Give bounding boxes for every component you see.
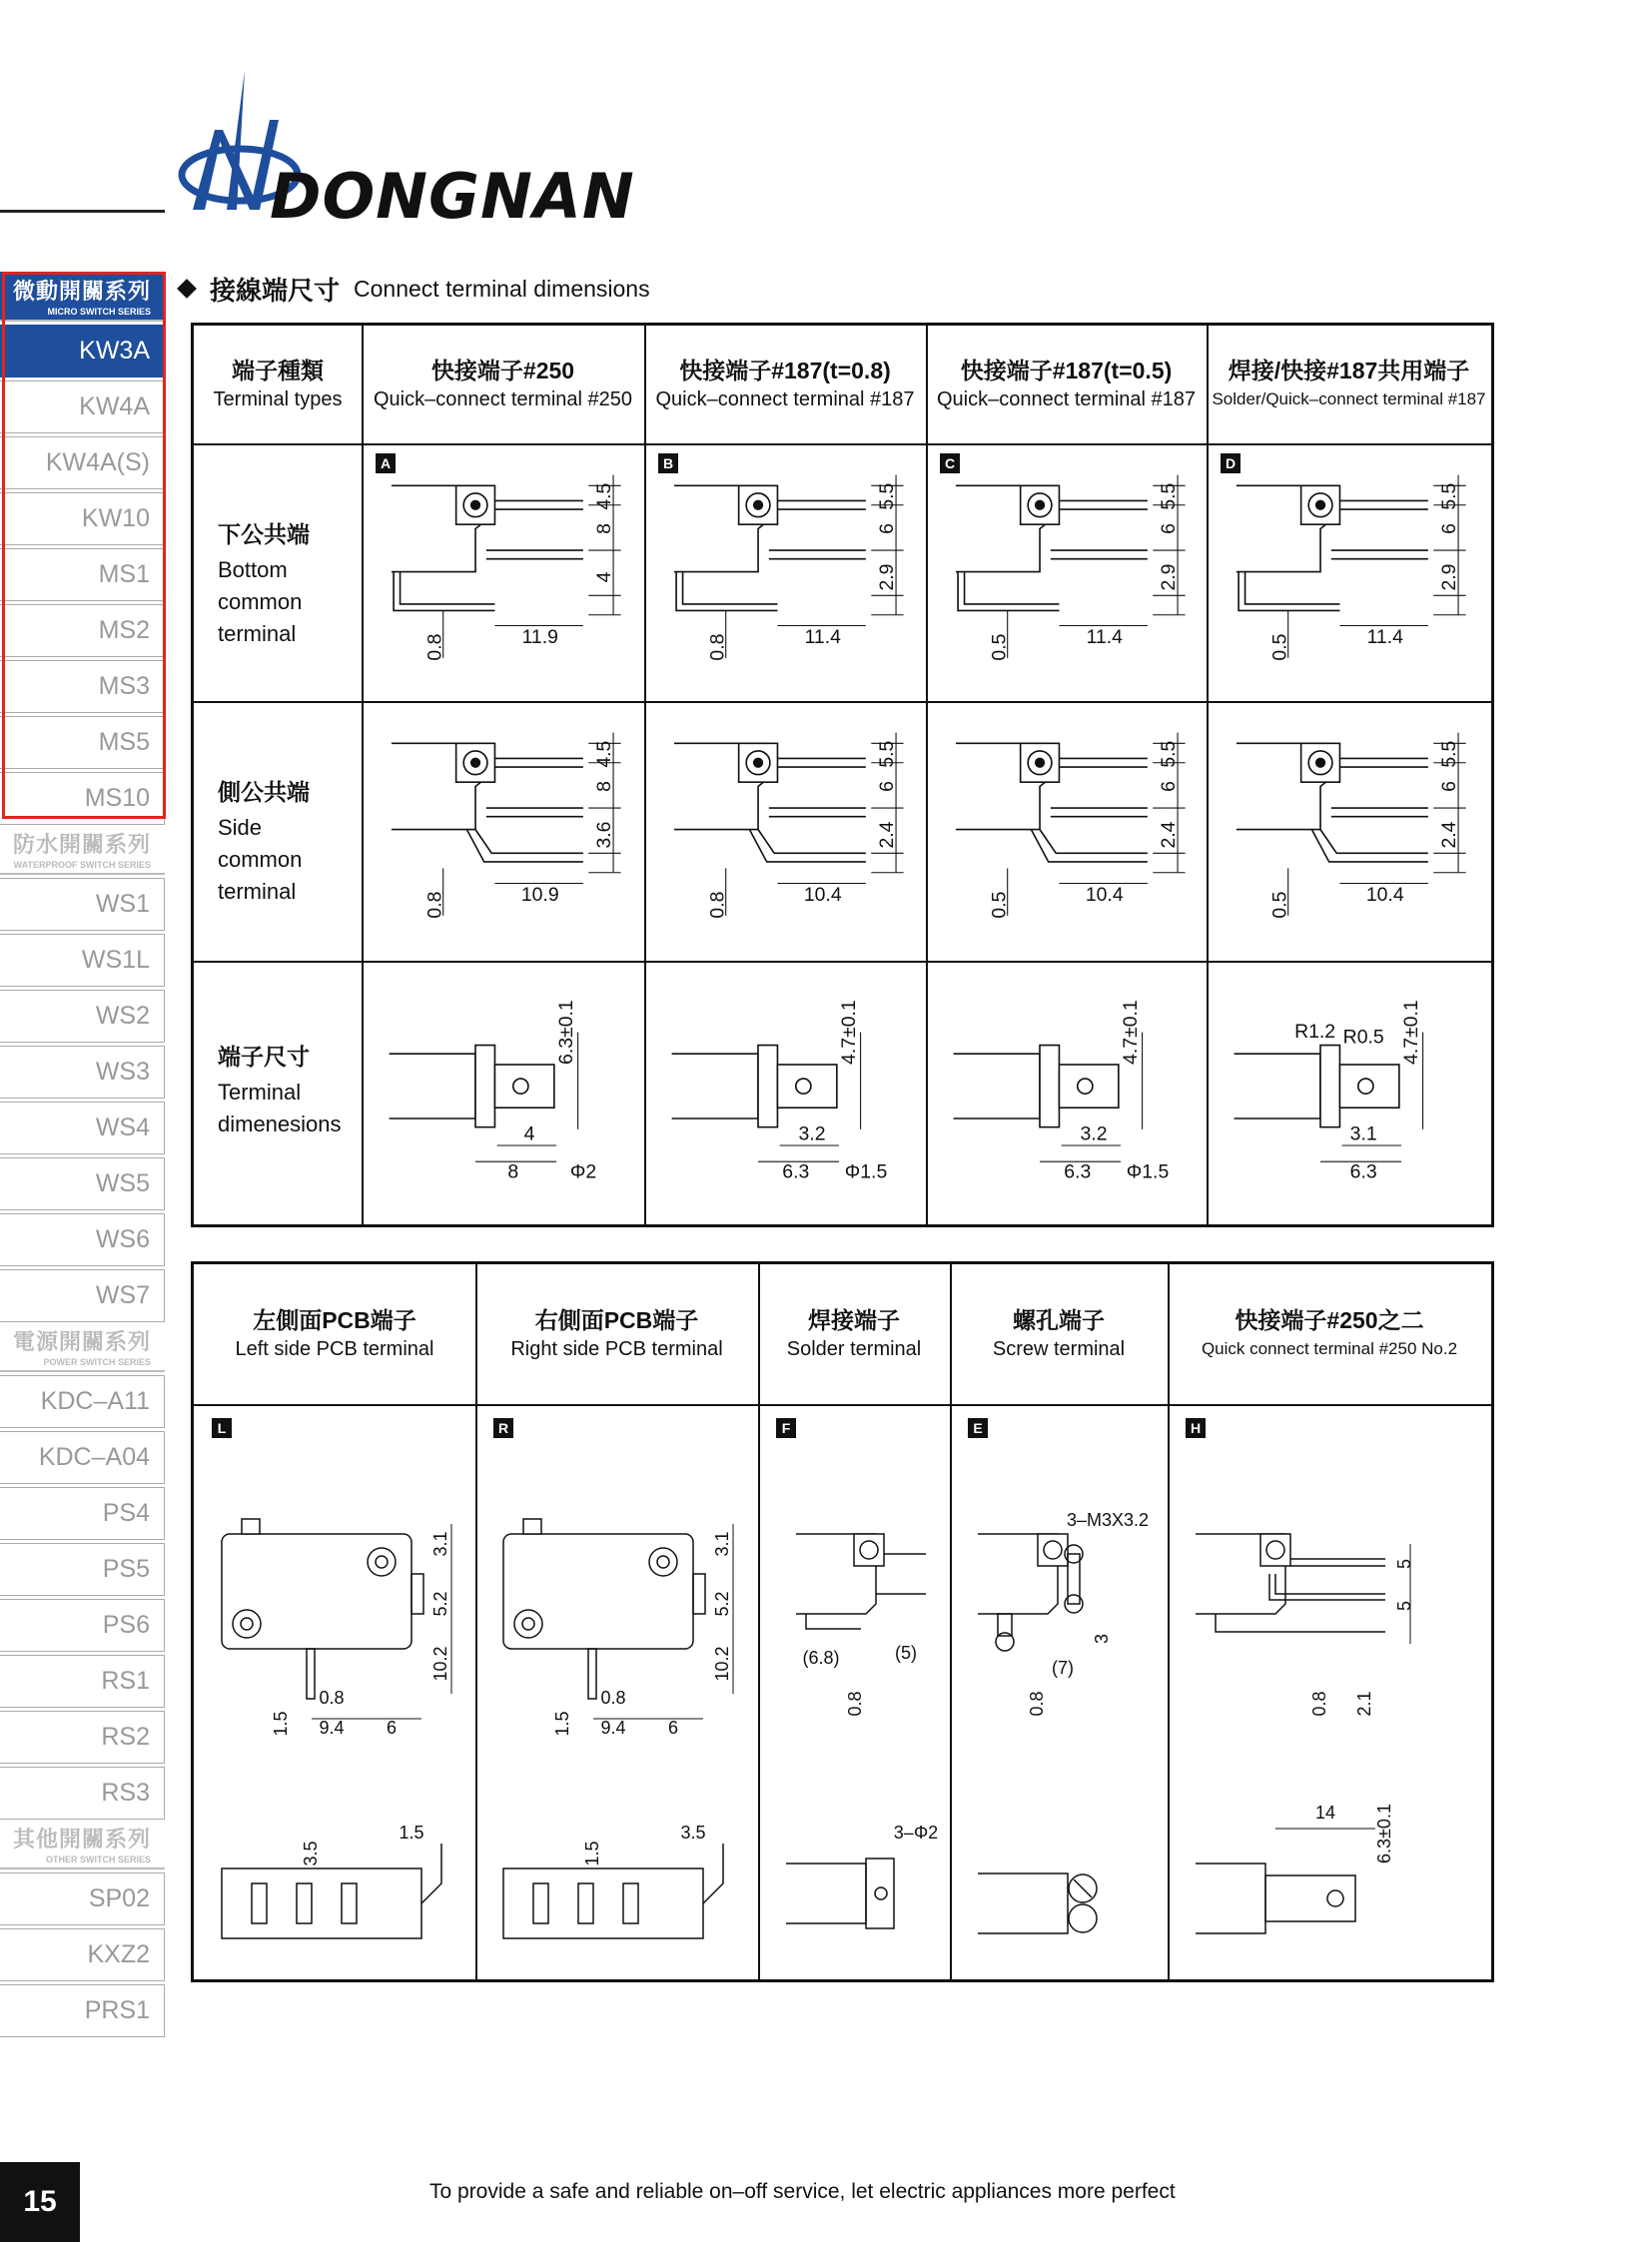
sidebar-item-kxz2[interactable]: KXZ2 bbox=[0, 1928, 165, 1981]
drawing-badge: C bbox=[940, 453, 960, 473]
dim-label: 3.1 bbox=[712, 1531, 732, 1557]
row-label-zh: 下公共端 bbox=[218, 521, 310, 547]
terminal-variant-drawing bbox=[202, 1414, 469, 1973]
brand-logo bbox=[175, 60, 644, 233]
sidebar-item-kdca11[interactable]: KDC–A11 bbox=[0, 1375, 165, 1428]
dim-label: 3–M3X3.2 bbox=[1066, 1510, 1150, 1530]
dim-label: 0.8 bbox=[319, 1688, 345, 1708]
series-sidebar bbox=[0, 272, 165, 2037]
row-label-en: Side bbox=[218, 815, 263, 840]
drawing-badge: F bbox=[776, 1418, 796, 1438]
sidebar-item-kw3a[interactable]: KW3A bbox=[0, 325, 165, 377]
dim-label: 3.2 bbox=[798, 1122, 826, 1145]
terminal-drawing bbox=[392, 485, 583, 610]
dim-label: 6 bbox=[1437, 781, 1460, 792]
dim-label: 0.5 bbox=[1268, 891, 1291, 919]
column-header bbox=[758, 1264, 950, 1404]
dim-label: 4.7±0.1 bbox=[1400, 1000, 1423, 1065]
dim-label: 2.9 bbox=[1437, 563, 1460, 591]
dim-label: 11.9 bbox=[521, 625, 558, 648]
bottom-terminal-drawing bbox=[932, 453, 1202, 701]
terminal-types-table bbox=[191, 323, 1494, 1227]
sidebar-item-sp02[interactable]: SP02 bbox=[0, 1872, 165, 1925]
dim-label: 10.4 bbox=[1365, 883, 1404, 906]
dim-label: 6 bbox=[875, 781, 898, 792]
dim-label: 0.5 bbox=[1268, 633, 1291, 661]
series-group-subtitle: OTHER SWITCH SERIES bbox=[45, 1855, 151, 1865]
dim-label: 5.5 bbox=[875, 482, 898, 510]
dim-label: 2.4 bbox=[1157, 821, 1180, 849]
dim-label: 3.2 bbox=[1080, 1122, 1108, 1145]
row-label-zh: 側公共端 bbox=[218, 779, 310, 805]
column-header-en: Left side PCB terminal bbox=[235, 1338, 434, 1360]
dim-label: 1.5 bbox=[271, 1711, 291, 1737]
page-number: 15 bbox=[0, 2162, 80, 2242]
column-header bbox=[950, 1264, 1168, 1404]
dim-label: 5.2 bbox=[712, 1591, 732, 1617]
dim-label: 0.8 bbox=[1309, 1691, 1329, 1717]
dim-label: Φ2 bbox=[569, 1160, 597, 1183]
bottom-terminal-drawing bbox=[1213, 453, 1482, 701]
dim-label: 6.3 bbox=[782, 1160, 810, 1183]
dim-label: 0.8 bbox=[845, 1691, 865, 1717]
sidebar-item-ms3[interactable]: MS3 bbox=[0, 660, 165, 713]
dim-label: 10.4 bbox=[803, 883, 842, 906]
brand-wordmark: DONGNAN bbox=[270, 160, 635, 233]
row-label-zh: 端子尺寸 bbox=[218, 1044, 310, 1070]
sidebar-item-ms5[interactable]: MS5 bbox=[0, 716, 165, 769]
column-header-en: Quick connect terminal #250 No.2 bbox=[1201, 1339, 1458, 1358]
column-header-zh: 快接端子#187(t=0.8) bbox=[679, 358, 891, 383]
dim-label: 2.9 bbox=[875, 563, 898, 591]
dim-label: 6 bbox=[1157, 781, 1180, 792]
column-header bbox=[1168, 1264, 1491, 1404]
dim-label: 1.5 bbox=[582, 1841, 602, 1867]
row-label bbox=[218, 776, 310, 908]
dim-label: 0.8 bbox=[600, 1688, 626, 1708]
terminal-types-header bbox=[194, 326, 362, 443]
dim-label: 5.5 bbox=[1157, 740, 1180, 768]
dim-label: 5.5 bbox=[1437, 740, 1460, 768]
section-title-en: Connect terminal dimensions bbox=[354, 275, 650, 302]
column-header-en: Right side PCB terminal bbox=[510, 1338, 723, 1360]
column-header-zh: 螺孔端子 bbox=[1013, 1307, 1105, 1333]
dim-label: 4.5 bbox=[592, 482, 615, 510]
column-header bbox=[194, 1264, 475, 1404]
dim-label: 3.1 bbox=[430, 1531, 450, 1557]
dim-label: 0.5 bbox=[988, 891, 1011, 919]
column-header bbox=[1207, 326, 1491, 443]
drawing-badge: E bbox=[968, 1418, 988, 1438]
sidebar-item-ws5[interactable]: WS5 bbox=[0, 1157, 165, 1210]
row-label bbox=[218, 1041, 342, 1140]
terminal-dimension-drawing bbox=[1213, 967, 1482, 1216]
series-group-subtitle: MICRO SWITCH SERIES bbox=[47, 307, 151, 317]
dim-label: 3 bbox=[1092, 1633, 1112, 1645]
table-divider bbox=[644, 326, 646, 1224]
dim-label: 4.5 bbox=[592, 740, 615, 768]
terminal-drawing bbox=[1237, 743, 1428, 862]
dim-label: 3–Φ2 bbox=[893, 1823, 939, 1843]
table-divider bbox=[194, 701, 1491, 703]
series-group-header bbox=[0, 825, 165, 875]
dim-label: 6 bbox=[875, 523, 898, 534]
sidebar-item-ws1l[interactable]: WS1L bbox=[0, 934, 165, 987]
column-header-zh: 左側面PCB端子 bbox=[253, 1307, 416, 1333]
dim-label: 8 bbox=[592, 781, 615, 792]
sidebar-item-rs1[interactable]: RS1 bbox=[0, 1655, 165, 1708]
dim-label: 8 bbox=[592, 523, 615, 534]
series-group-title: 防水開關系列 bbox=[12, 832, 151, 857]
dim-label: 0.8 bbox=[706, 633, 729, 661]
column-header bbox=[926, 326, 1207, 443]
dim-label: 5.5 bbox=[1157, 482, 1180, 510]
dim-label: 11.4 bbox=[1086, 625, 1123, 648]
drawing-badge: B bbox=[658, 453, 678, 473]
dim-label: 2.9 bbox=[1157, 563, 1180, 591]
dim-label: 4 bbox=[592, 571, 615, 583]
series-group-header bbox=[0, 272, 165, 322]
sidebar-item-prs1[interactable]: PRS1 bbox=[0, 1984, 165, 2037]
column-header-zh: 快接端子#250 bbox=[430, 358, 575, 383]
dim-label: 3.5 bbox=[301, 1841, 321, 1867]
dim-label: 2.1 bbox=[1354, 1691, 1374, 1717]
dim-label: 0.8 bbox=[423, 891, 446, 919]
series-group-subtitle: WATERPROOF SWITCH SERIES bbox=[13, 860, 151, 870]
dim-label: 6 bbox=[1157, 523, 1180, 534]
drawing-badge: D bbox=[1221, 453, 1240, 473]
series-group-header bbox=[0, 1322, 165, 1372]
column-header-en: Solder terminal bbox=[786, 1338, 922, 1360]
sidebar-item-kw4as[interactable]: KW4A(S) bbox=[0, 436, 165, 489]
sidebar-item-ws3[interactable]: WS3 bbox=[0, 1046, 165, 1099]
column-header bbox=[475, 1264, 758, 1404]
dim-label: R1.2 bbox=[1294, 1021, 1336, 1043]
sidebar-item-kw4a[interactable]: KW4A bbox=[0, 380, 165, 433]
sidebar-item-ws6[interactable]: WS6 bbox=[0, 1213, 165, 1266]
sidebar-item-ws4[interactable]: WS4 bbox=[0, 1102, 165, 1154]
drawing-badge: A bbox=[376, 453, 396, 473]
terminal-dimension-drawing bbox=[932, 967, 1202, 1216]
sidebar-item-ws7[interactable]: WS7 bbox=[0, 1269, 165, 1322]
sidebar-item-ms1[interactable]: MS1 bbox=[0, 548, 165, 601]
terminal-drawing bbox=[674, 485, 866, 610]
terminal-drawing bbox=[1237, 485, 1428, 610]
row-label-en: Bottom bbox=[218, 557, 288, 582]
table-divider bbox=[362, 326, 364, 1224]
dim-label: 3.1 bbox=[1349, 1122, 1377, 1145]
column-header-zh: 右側面PCB端子 bbox=[534, 1307, 699, 1333]
sidebar-item-ps5[interactable]: PS5 bbox=[0, 1543, 165, 1596]
row-label-en: dimenesions bbox=[218, 1112, 342, 1136]
column-header-zh: 焊接/快接#187共用端子 bbox=[1228, 358, 1470, 383]
table-divider bbox=[194, 961, 1491, 963]
dim-label: 6.3±0.1 bbox=[555, 1000, 578, 1065]
side-terminal-drawing bbox=[650, 711, 920, 959]
series-group-title: 電源開關系列 bbox=[12, 1329, 151, 1354]
dim-label: 0.8 bbox=[706, 891, 729, 919]
column-header-en: Quick–connect terminal #187 bbox=[936, 388, 1197, 410]
header-en: Terminal types bbox=[213, 388, 343, 410]
header-zh: 端子種類 bbox=[232, 358, 324, 383]
sidebar-item-ps4[interactable]: PS4 bbox=[0, 1487, 165, 1540]
column-header bbox=[362, 326, 644, 443]
series-group-subtitle: POWER SWITCH SERIES bbox=[43, 1357, 151, 1367]
column-header-en: Solder/Quick–connect terminal #187 bbox=[1212, 389, 1486, 408]
column-header-zh: 焊接端子 bbox=[808, 1307, 900, 1333]
terminal-variant-drawing bbox=[1176, 1414, 1485, 1973]
dim-label: R0.5 bbox=[1342, 1026, 1384, 1049]
sidebar-item-ws2[interactable]: WS2 bbox=[0, 990, 165, 1043]
sidebar-item-ws1[interactable]: WS1 bbox=[0, 878, 165, 931]
dim-label: 0.8 bbox=[423, 633, 446, 661]
dim-label: 10.4 bbox=[1085, 883, 1124, 906]
dim-label: 0.5 bbox=[988, 633, 1011, 661]
sidebar-item-ms2[interactable]: MS2 bbox=[0, 604, 165, 657]
dim-label: 5.2 bbox=[430, 1591, 450, 1617]
diamond-bullet-icon bbox=[177, 279, 197, 299]
dim-label: 14 bbox=[1314, 1803, 1336, 1823]
terminal-variant-drawing bbox=[483, 1414, 752, 1973]
dim-label: 4.7±0.1 bbox=[838, 1000, 861, 1065]
dim-label: 3.5 bbox=[680, 1823, 706, 1843]
dim-label: 6 bbox=[386, 1718, 398, 1738]
sidebar-item-kw10[interactable]: KW10 bbox=[0, 492, 165, 545]
column-header-en: Quick–connect terminal #187 bbox=[655, 388, 915, 410]
dim-label: 4.7±0.1 bbox=[1120, 1000, 1143, 1065]
terminal-dimension-drawing bbox=[368, 967, 637, 1216]
terminal-variants-table bbox=[191, 1261, 1494, 1982]
dim-label: (6.8) bbox=[802, 1648, 840, 1668]
drawing-badge: H bbox=[1186, 1418, 1206, 1438]
series-group-title: 其他開關系列 bbox=[12, 1827, 151, 1852]
row-label-en: common bbox=[218, 589, 303, 614]
dim-label: 5 bbox=[1394, 1600, 1414, 1612]
bottom-terminal-drawing bbox=[650, 453, 920, 701]
dim-label: 5 bbox=[1394, 1558, 1414, 1570]
column-header-zh: 快接端子#187(t=0.5) bbox=[960, 358, 1173, 383]
table-divider bbox=[194, 443, 1491, 445]
bottom-terminal-drawing bbox=[368, 453, 637, 701]
dim-label: 6.3 bbox=[1349, 1160, 1377, 1183]
sidebar-item-rs2[interactable]: RS2 bbox=[0, 1711, 165, 1764]
dim-label: 2.4 bbox=[875, 821, 898, 849]
series-group-title: 微動開關系列 bbox=[12, 279, 151, 304]
column-header-zh: 快接端子#250之二 bbox=[1235, 1307, 1424, 1333]
terminal-dimension-drawing bbox=[650, 967, 920, 1216]
dim-label: 8 bbox=[507, 1160, 519, 1183]
table-divider bbox=[926, 326, 928, 1224]
dim-label: 4 bbox=[523, 1122, 535, 1145]
row-label bbox=[218, 518, 310, 650]
sidebar-item-kdca04[interactable]: KDC–A04 bbox=[0, 1431, 165, 1484]
row-label-en: terminal bbox=[218, 879, 297, 904]
dim-label: 10.2 bbox=[430, 1646, 450, 1682]
dim-label: 6 bbox=[667, 1718, 679, 1738]
dim-label: 1.5 bbox=[399, 1823, 424, 1843]
dim-label: 5.5 bbox=[875, 740, 898, 768]
column-header bbox=[644, 326, 926, 443]
terminal-drawing bbox=[956, 485, 1148, 610]
dim-label: 10.2 bbox=[712, 1646, 732, 1682]
dim-label: 11.4 bbox=[1366, 625, 1403, 648]
row-label-en: terminal bbox=[218, 621, 297, 646]
dim-label: Φ1.5 bbox=[1126, 1160, 1170, 1183]
series-group-header bbox=[0, 1820, 165, 1869]
side-terminal-drawing bbox=[932, 711, 1202, 959]
section-title bbox=[180, 272, 650, 306]
dim-label: 2.4 bbox=[1437, 821, 1460, 849]
table-divider bbox=[194, 1404, 1491, 1406]
dim-label: (5) bbox=[895, 1643, 917, 1663]
terminal-variant-drawing bbox=[766, 1414, 944, 1973]
drawing-badge: L bbox=[212, 1418, 232, 1438]
dim-label: 9.4 bbox=[319, 1718, 345, 1738]
dim-label: 6 bbox=[1437, 523, 1460, 534]
row-label-en: Terminal bbox=[218, 1080, 302, 1105]
dim-label: Φ1.5 bbox=[844, 1160, 888, 1183]
sidebar-item-ms10[interactable]: MS10 bbox=[0, 772, 165, 825]
side-terminal-drawing bbox=[368, 711, 637, 959]
dim-label: 5.5 bbox=[1437, 482, 1460, 510]
sidebar-item-rs3[interactable]: RS3 bbox=[0, 1767, 165, 1820]
table-divider bbox=[1207, 326, 1209, 1224]
dim-label: (7) bbox=[1052, 1658, 1074, 1678]
dim-label: 11.4 bbox=[804, 625, 841, 648]
row-label-en: common bbox=[218, 847, 303, 872]
header-rule bbox=[0, 210, 165, 213]
footer-slogan: To provide a safe and reliable on–off service, let electric appliances more perfect bbox=[429, 2180, 1176, 2203]
terminal-drawing bbox=[392, 743, 583, 862]
column-header-en: Quick–connect terminal #250 bbox=[373, 388, 633, 410]
column-header-en: Screw terminal bbox=[992, 1338, 1126, 1360]
dim-label: 10.9 bbox=[520, 883, 559, 906]
terminal-variant-drawing bbox=[958, 1414, 1162, 1973]
dim-label: 1.5 bbox=[552, 1711, 572, 1737]
sidebar-item-ps6[interactable]: PS6 bbox=[0, 1599, 165, 1652]
dim-label: 3.6 bbox=[592, 821, 615, 849]
drawing-badge: R bbox=[493, 1418, 513, 1438]
terminal-drawing bbox=[956, 743, 1148, 862]
side-terminal-drawing bbox=[1213, 711, 1482, 959]
dim-label: 9.4 bbox=[600, 1718, 626, 1738]
dim-label: 0.8 bbox=[1027, 1691, 1047, 1717]
section-title-zh: 接線端尺寸 bbox=[210, 275, 341, 306]
terminal-drawing bbox=[674, 743, 866, 862]
dim-label: 6.3±0.1 bbox=[1374, 1804, 1394, 1864]
dim-label: 6.3 bbox=[1064, 1160, 1092, 1183]
